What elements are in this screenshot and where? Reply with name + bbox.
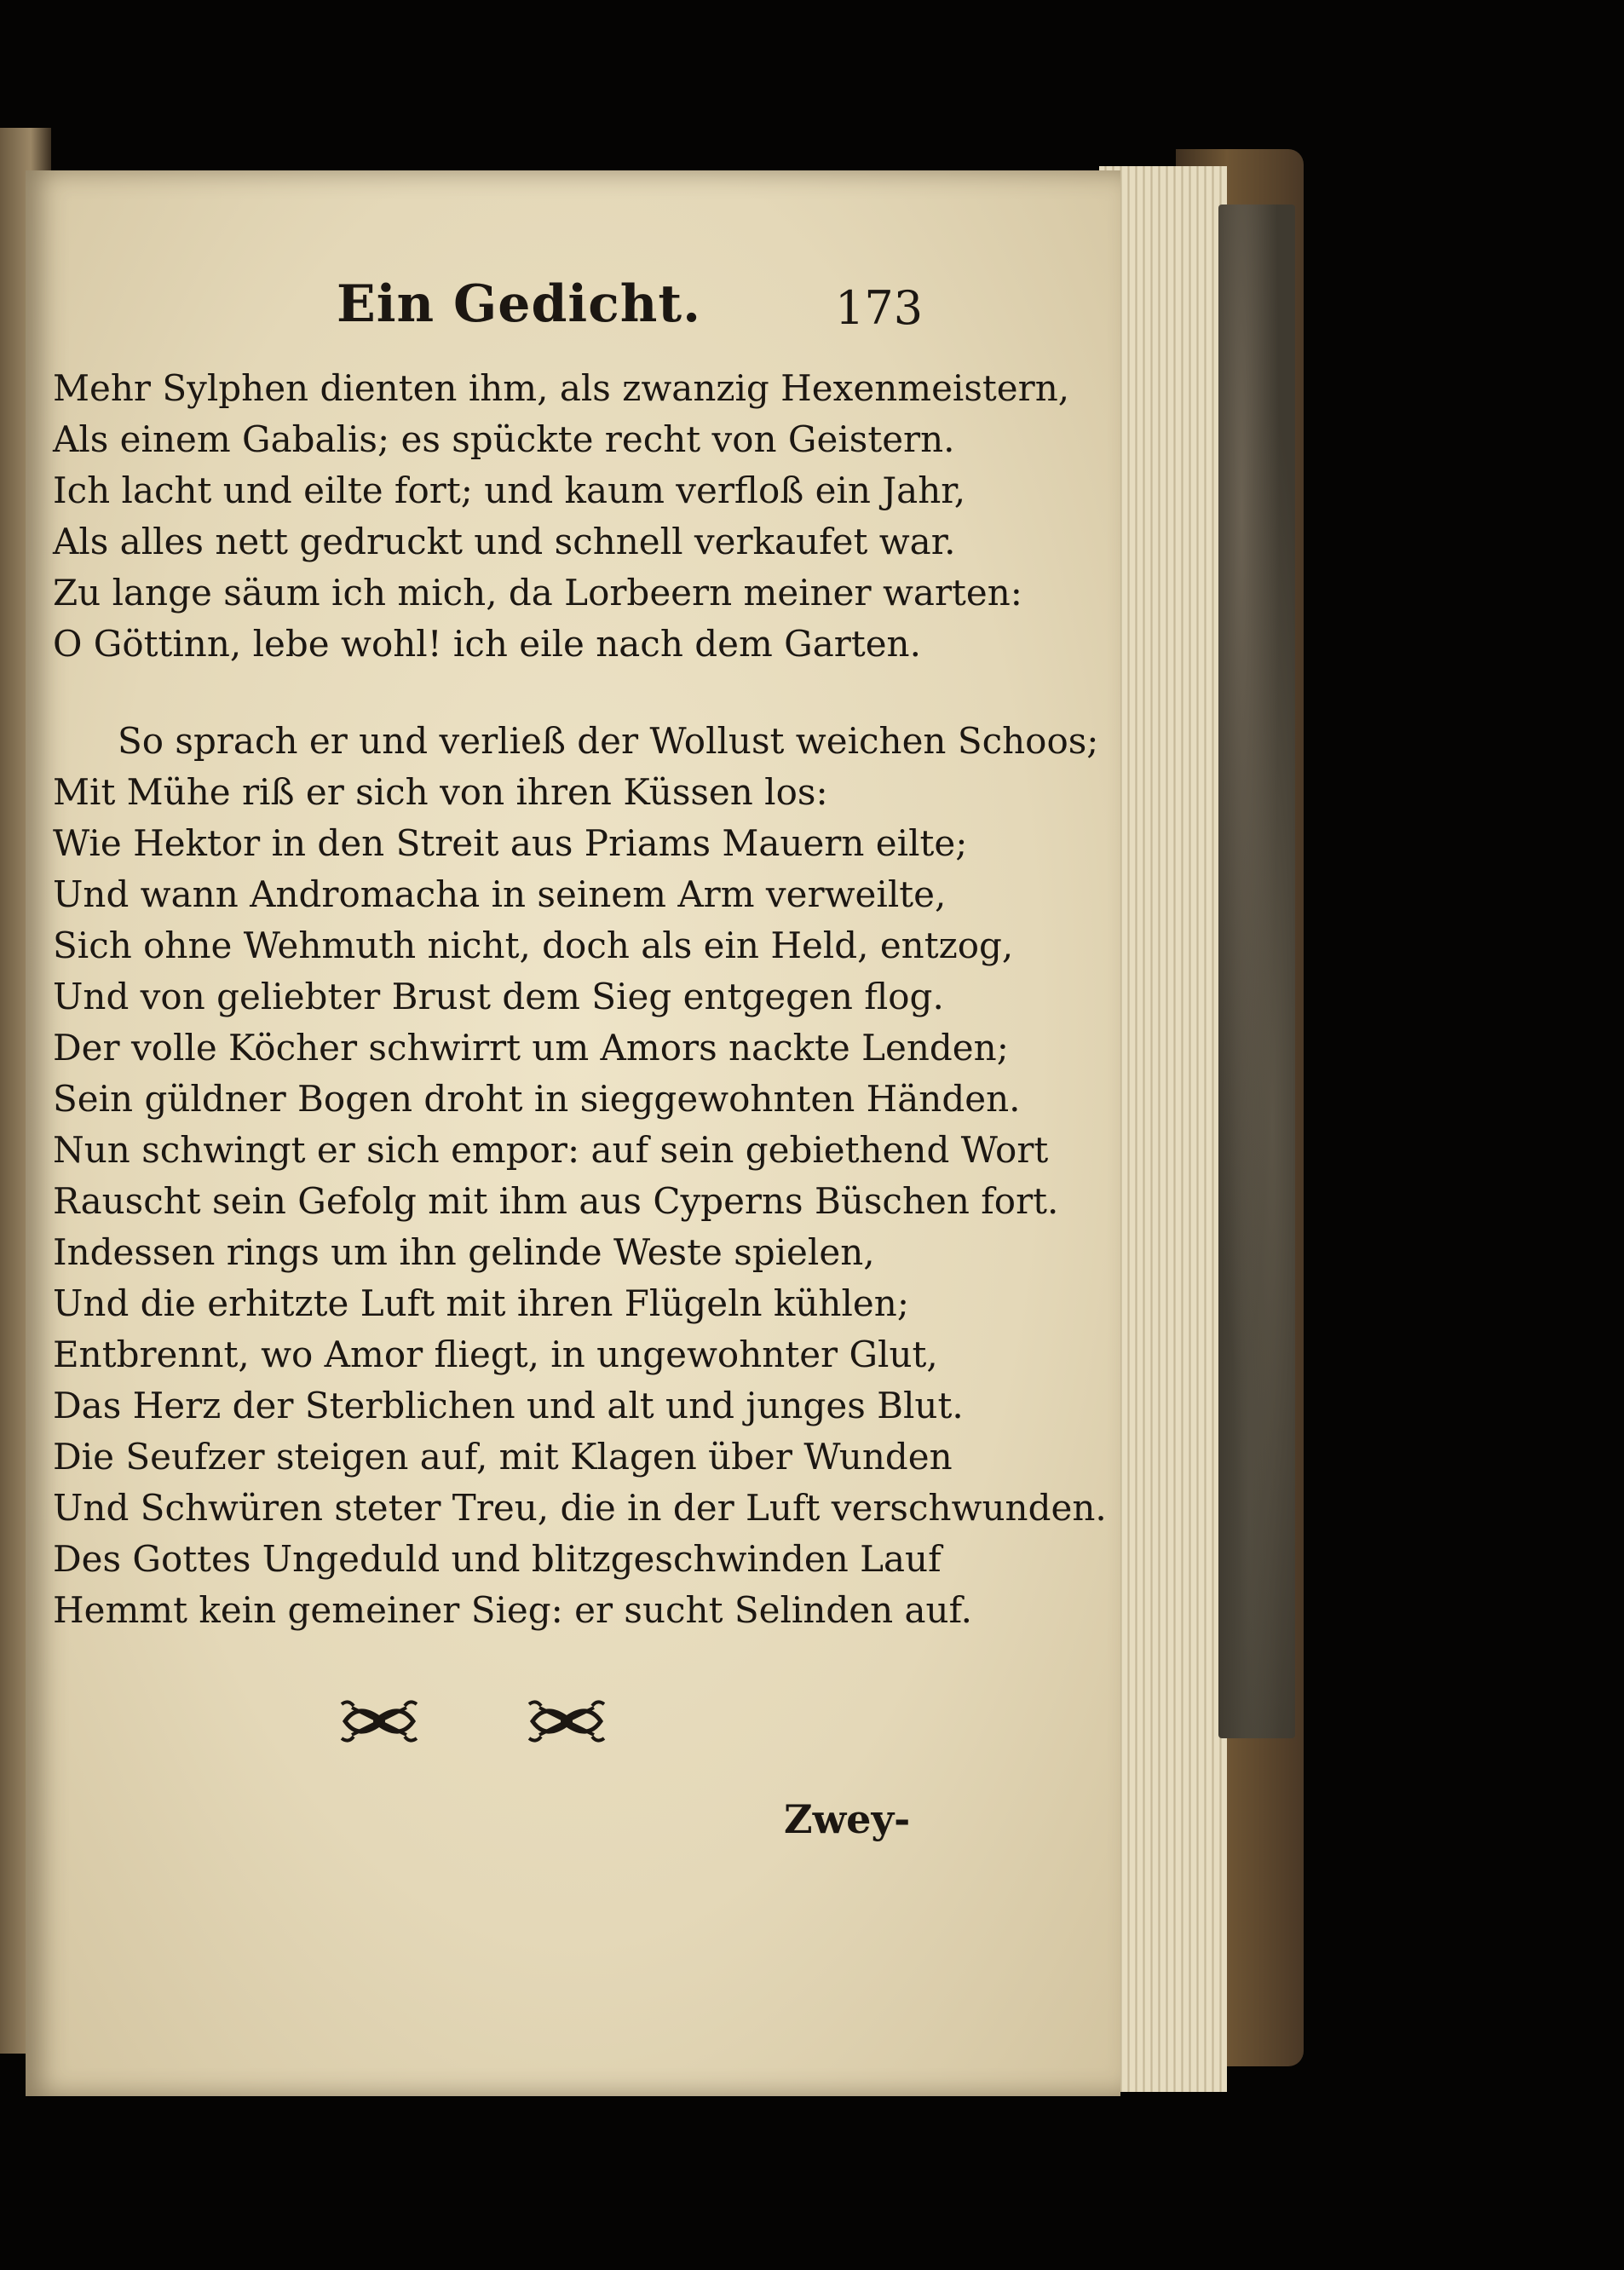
verse-line: Die Seufzer steigen auf, mit Klagen über Wunden [53,1436,953,1478]
verse-line: Und Schwüren steter Treu, die in der Luft verschwunden. [53,1487,1107,1529]
verse-line: Und von geliebter Brust dem Sieg entgegen flog. [53,976,944,1017]
verse-line: Ich lacht und eilte fort; und kaum verfloß ein Jahr, [53,470,966,511]
verse-line: Nun schwingt er sich empor: auf sein gebiethend Wort [53,1129,1049,1171]
running-title: Ein Gedicht. [337,274,701,334]
verse-line: Das Herz der Sterblichen und alt und junges Blut. [53,1385,964,1426]
verse-line: Zu lange säum ich mich, da Lorbeern meiner warten: [53,572,1022,614]
verse-line: Der volle Köcher schwirrt um Amors nackte Lenden; [53,1027,1009,1069]
verse-line: Indessen rings um ihn gelinde Weste spielen, [53,1231,875,1273]
verse-line: Mehr Sylphen dienten ihm, als zwanzig Hexenmeistern, [53,367,1070,409]
verse-line: Sich ohne Wehmuth nicht, doch als ein Held, entzog, [53,925,1014,966]
verse-line: O Göttinn, lebe wohl! ich eile nach dem Garten. [53,623,921,665]
verse-line: Des Gottes Ungeduld und blitzgeschwinden Lauf [53,1538,942,1580]
verse-line: So sprach er und verließ der Wollust weichen Schoos; [118,720,1099,762]
verse-line: Sein güldner Bogen droht in sieggewohnten Händen. [53,1078,1021,1120]
page-number: 173 [835,281,924,335]
verse-line: Als einem Gabalis; es spückte recht von Geistern. [53,418,955,460]
catchword: Zwey- [784,1796,911,1842]
verse-line: Und die erhitzte Luft mit ihren Flügeln kühlen; [53,1282,909,1324]
ornament-icon [524,1696,609,1747]
verse-line: Rauscht sein Gefolg mit ihm aus Cyperns Büschen fort. [53,1180,1059,1222]
verse-line: Wie Hektor in den Streit aus Priams Mauern eilte; [53,822,968,864]
stanza-1 [53,363,1069,670]
verse-line: Entbrennt, wo Amor fliegt, in ungewohnter Glut, [53,1334,938,1375]
stanza-2 [53,716,1107,1636]
ornament-icon [337,1696,422,1747]
verse-line: Und wann Andromacha in seinem Arm verweilte, [53,873,947,915]
verse-line: Mit Mühe riß er sich von ihren Küssen los: [53,771,828,813]
verse-line: Hemmt kein gemeiner Sieg: er sucht Selinden auf. [53,1589,972,1631]
printers-ornaments [337,1696,618,1755]
verse-line: Als alles nett gedruckt und schnell verkaufet war. [53,521,956,562]
